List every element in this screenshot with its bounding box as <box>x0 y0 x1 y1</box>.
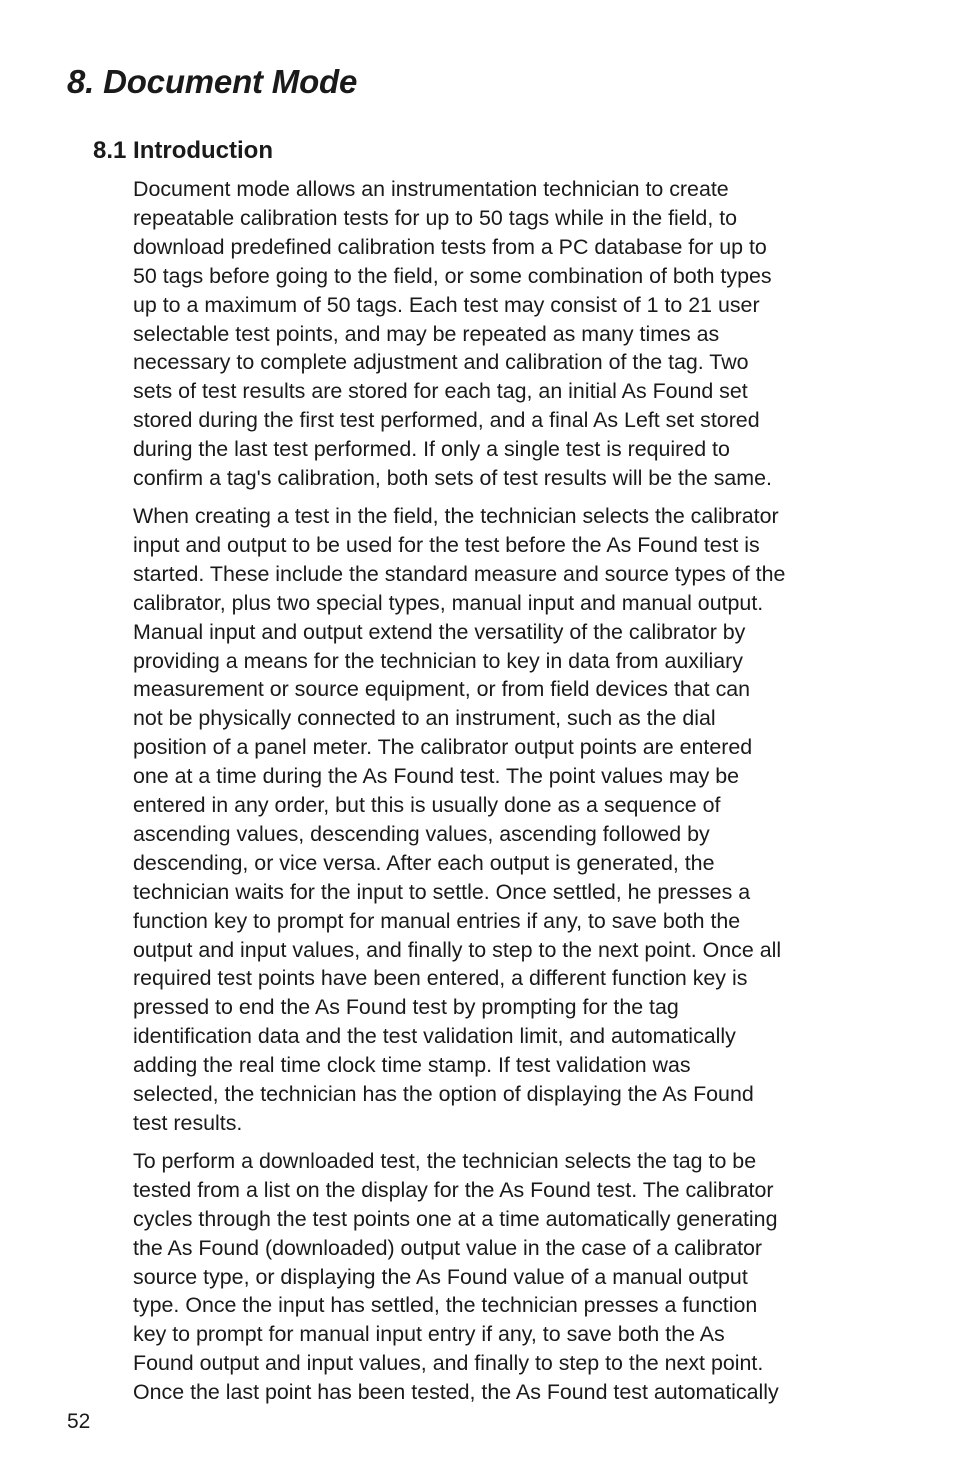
section-title: 8.1 Introduction <box>93 137 273 164</box>
paragraph-line: Manual input and output extend the versatility of the calibrator by <box>133 619 746 644</box>
paragraph-line: To perform a downloaded test, the technician selects the tag to be <box>133 1148 757 1173</box>
paragraph-line: Once the last point has been tested, the As Found test automatically <box>133 1380 779 1405</box>
paragraph-line: selectable test points, and may be repeated as many times as <box>133 321 720 346</box>
paragraph-line: When creating a test in the field, the technician selects the calibrator <box>133 503 779 528</box>
paragraph-line: necessary to complete adjustment and calibration of the tag. Two <box>133 350 749 375</box>
paragraph-line: 50 tags before going to the field, or some combination of both types <box>133 263 772 288</box>
paragraph-line: during the last test performed. If only a single test is required to <box>133 437 730 462</box>
chapter-title: 8. Document Mode <box>67 63 358 100</box>
paragraph-line: Document mode allows an instrumentation technician to create <box>133 177 729 201</box>
paragraph <box>133 502 873 1138</box>
paragraph-line: pressed to end the As Found test by prompting for the tag <box>133 995 679 1020</box>
paragraph-line: function key to prompt for manual entries if any, to save both the <box>133 908 741 933</box>
paragraph-line: descending, or vice versa. After each output is generated, the <box>133 850 715 875</box>
paragraph-line: up to a maximum of 50 tags. Each test may consist of 1 to 21 user <box>133 292 760 317</box>
paragraph-line: calibrator, plus two special types, manual input and manual output. <box>133 590 764 615</box>
paragraph-line: Found output and input values, and finally to step to the next point. <box>133 1351 764 1376</box>
paragraph-line: providing a means for the technician to key in data from auxiliary <box>133 648 743 673</box>
paragraph-line: selected, the technician has the option of displaying the As Found <box>133 1082 754 1107</box>
section-body <box>133 175 873 1416</box>
paragraph-line: required test points have been entered, a different function key is <box>133 966 748 991</box>
paragraph-line: one at a time during the As Found test. The point values may be <box>133 764 740 789</box>
paragraph-line: not be physically connected to an instrument, such as the dial <box>133 706 716 731</box>
paragraph-line: cycles through the test points one at a time automatically generating <box>133 1206 778 1231</box>
paragraph-line: tested from a list on the display for the As Found test. The calibrator <box>133 1177 774 1202</box>
paragraph-line: technician waits for the input to settle. Once settled, he presses a <box>133 879 751 904</box>
paragraph <box>133 175 873 493</box>
paragraph-line: download predefined calibration tests from a PC database for up to <box>133 234 767 259</box>
paragraph-line: ascending values, descending values, ascending followed by <box>133 821 710 846</box>
paragraph-line: sets of test results are stored for each tag, an initial As Found set <box>133 379 748 404</box>
paragraph-line: adding the real time clock time stamp. If test validation was <box>133 1053 691 1078</box>
paragraph-line: output and input values, and finally to step to the next point. Once all <box>133 937 782 962</box>
paragraph-line: identification data and the test validation limit, and automatically <box>133 1024 736 1049</box>
paragraph <box>133 1147 873 1407</box>
paragraph-line: the As Found (downloaded) output value in the case of a calibrator <box>133 1235 763 1260</box>
paragraph-line: source type, or displaying the As Found value of a manual output <box>133 1264 748 1289</box>
paragraph-line: entered in any order, but this is usually done as a sequence of <box>133 793 721 818</box>
paragraph-line: input and output to be used for the test before the As Found test is <box>133 532 760 557</box>
page-number: 52 <box>67 1410 91 1433</box>
paragraph-line: started. These include the standard measure and source types of the <box>133 561 786 586</box>
paragraph-line: confirm a tag's calibration, both sets of test results will be the same. <box>133 466 772 491</box>
paragraph-line: test results. <box>133 1111 243 1135</box>
paragraph-line: key to prompt for manual input entry if any, to save both the As <box>133 1322 725 1347</box>
paragraph-line: type. Once the input has settled, the technician presses a function <box>133 1293 758 1318</box>
paragraph-line: position of a panel meter. The calibrator output points are entered <box>133 735 753 760</box>
paragraph-line: stored during the first test performed, and a final As Left set stored <box>133 408 760 433</box>
paragraph-line: repeatable calibration tests for up to 50 tags while in the field, to <box>133 205 738 230</box>
paragraph-line: measurement or source equipment, or from field devices that can <box>133 677 751 702</box>
